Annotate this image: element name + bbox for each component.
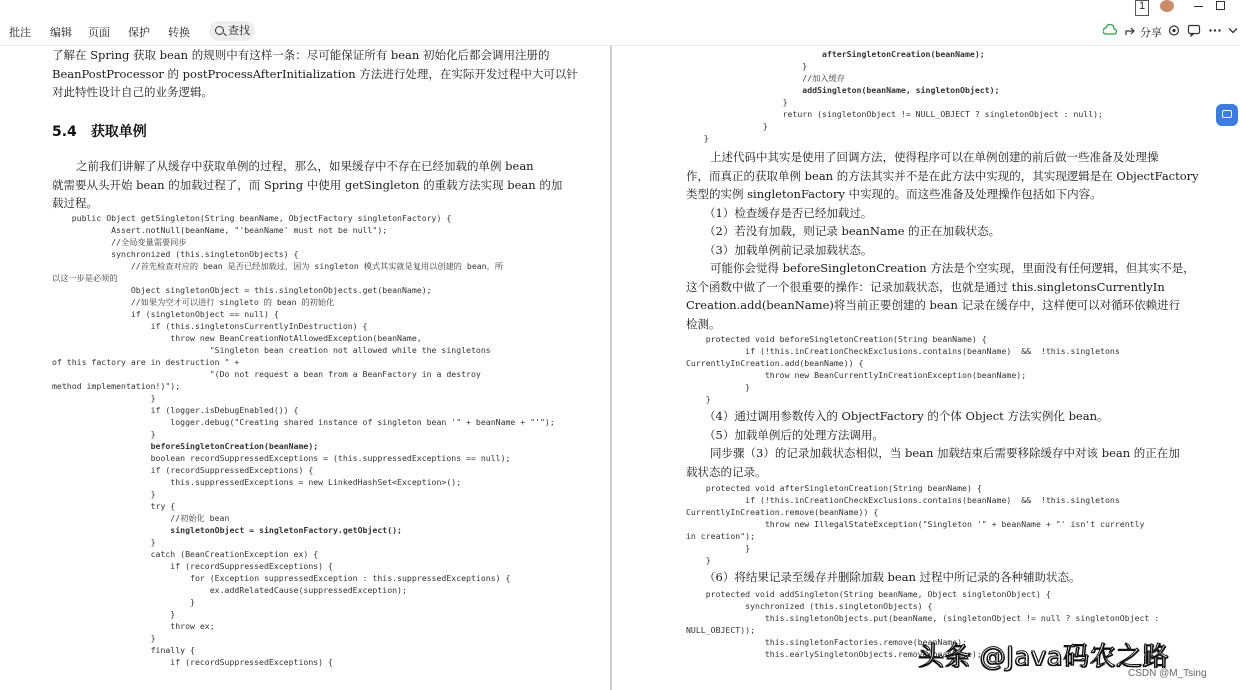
- code-line: this.suppressedExceptions = new LinkedHashSet<Exception>();: [52, 477, 462, 487]
- code-line: public Object getSingleton(String beanName, ObjectFactory singletonFactory) {: [52, 213, 452, 223]
- text-line: 载过程。: [52, 196, 98, 210]
- code-line: //全局变量需要同步: [52, 237, 187, 247]
- section-number: 5.4: [52, 124, 77, 140]
- code-line: }: [52, 597, 195, 607]
- share-button[interactable]: 分享: [1140, 27, 1162, 39]
- code-line: CurrentlyInCreation.add(beanName)) {: [686, 358, 864, 368]
- code-line: return (singletonObject != NULL_OBJECT ? singletonObject : null);: [684, 109, 1103, 119]
- code-line: }: [684, 61, 808, 71]
- text-line: 上述代码中其实是使用了回调方法，使得程序可以在单例创建的前后做一些准备及处理操: [710, 150, 1159, 164]
- code-line: }: [52, 609, 176, 619]
- code-line: }: [52, 393, 156, 403]
- chevron-down-icon[interactable]: [1226, 24, 1240, 37]
- list-item: （1）检查缓存是否已经加载过。: [704, 205, 873, 220]
- document-view[interactable]: [0, 46, 1240, 690]
- code-line: //如果为空才可以进行 singleto 的 bean 的初始化: [52, 297, 335, 307]
- list-item: （6）将结果记录至缓存并删除加载 bean 过程中所记录的各种辅助状态。: [704, 570, 1081, 584]
- text-line: 对此特性设计自己的业务逻辑。: [52, 85, 213, 99]
- search-label: 查找: [228, 25, 250, 37]
- code-line: "Singleton bean creation not allowed while the singletons: [52, 345, 491, 355]
- text-line: 作，而真正的获取单例 bean 的方法其实并不是在此方法中实现的，其实现逻辑是在 ObjectFactory: [686, 168, 1199, 183]
- code-line: protected void beforeSingletonCreation(String beanName) {: [686, 334, 987, 344]
- code-line: addSingleton(beanName, singletonObject);: [684, 85, 1000, 95]
- code-line: throw new IllegalStateException("Singleton '" + beanName + "' isn't currently: [686, 519, 1145, 529]
- code-line: in creation");: [686, 531, 756, 541]
- callback-paragraph: [686, 148, 1199, 333]
- code-line: if (!this.inCreationCheckExclusions.contains(beanName) && !this.singletons: [686, 346, 1120, 356]
- step6-paragraph: [686, 568, 1081, 587]
- code-line: logger.debug("Creating shared instance of singleton bean '" + beanName + "'");: [52, 417, 555, 427]
- text-line: 了解在 Spring 获取 bean 的规则中有这样一条：尽可能保证所有 bean 初始化后都会调用注册的: [52, 48, 550, 62]
- text-line: 载状态的记录。: [686, 464, 767, 479]
- code-line: this.singletonObjects.put(beanName, (singletonObject != null ? singletonObject :: [686, 613, 1160, 623]
- code-line: method implementation!)");: [52, 381, 181, 391]
- code-line: }: [52, 537, 156, 547]
- comment-icon[interactable]: [1187, 24, 1201, 37]
- code-line: }: [686, 394, 711, 404]
- code-line: if (logger.isDebugEnabled()) {: [52, 405, 299, 415]
- more-icon[interactable]: [1208, 24, 1222, 37]
- code-line: beforeSingletonCreation(beanName);: [52, 441, 319, 451]
- code-line: afterSingletonCreation(beanName);: [684, 49, 985, 59]
- toolbar: [0, 16, 1240, 46]
- code-line: throw new BeanCreationNotAllowedException(beanName,: [52, 333, 422, 343]
- page-right: [612, 46, 1240, 690]
- code-block-before-creation: [686, 333, 1120, 405]
- code-line: }: [686, 543, 751, 553]
- watermark: 头条 @Java码农之路: [918, 642, 1170, 672]
- code-line: 以这一步是必须的: [52, 273, 118, 283]
- code-line: }: [52, 489, 156, 499]
- intro-paragraph: [52, 46, 578, 102]
- code-line: "(Do not request a bean from a BeanFactory in a destroy: [52, 369, 481, 379]
- restore-icon[interactable]: [1216, 1, 1225, 10]
- toolbar-protect[interactable]: 保护: [128, 27, 150, 39]
- text-line: 可能你会觉得 beforeSingletonCreation 方法是个空实现，里面没有任何逻辑，但其实不是，: [710, 261, 1195, 275]
- code-line: Assert.notNull(beanName, "'beanName' must not be null");: [52, 225, 388, 235]
- code-line: }: [684, 133, 709, 143]
- code-line: singletonObject = singletonFactory.getObject();: [52, 525, 402, 535]
- section-title: 获取单例: [90, 124, 147, 140]
- search-icon: [215, 26, 224, 35]
- code-line: synchronized (this.singletonObjects) {: [52, 249, 299, 259]
- code-line: throw new BeanCurrentlyInCreationException(beanName);: [686, 370, 1027, 380]
- toolbar-convert[interactable]: 转换: [168, 27, 190, 39]
- code-line: of this factory are in destruction " +: [52, 357, 240, 367]
- code-line: protected void addSingleton(String beanName, Object singletonObject) {: [686, 589, 1051, 599]
- code-line: if (recordSuppressedExceptions) {: [52, 561, 333, 571]
- code-line: throw ex;: [52, 621, 215, 631]
- code-line: ex.addRelatedCause(suppressedException);: [52, 585, 407, 595]
- text-line: 之前我们讲解了从缓存中获取单例的过程，那么，如果缓存中不存在已经加载的单例 bean: [76, 159, 534, 173]
- code-line: boolean recordSuppressedExceptions = (this.suppressedExceptions == null);: [52, 453, 511, 463]
- code-line: Object singletonObject = this.singletonObjects.get(beanName);: [52, 285, 432, 295]
- steps-paragraph: [686, 407, 1180, 481]
- csdn-watermark: CSDN @M_Tsing: [1128, 668, 1207, 679]
- code-line: //初始化 bean: [52, 513, 230, 523]
- search-button[interactable]: [209, 21, 255, 41]
- toolbar-annotate[interactable]: 批注: [9, 27, 31, 39]
- page-count-badge[interactable]: 1: [1135, 0, 1149, 16]
- code-line: }: [52, 633, 156, 643]
- code-line: if (recordSuppressedExceptions) {: [52, 465, 314, 475]
- text-line: 类型的实例 singletonFactory 中实现的。而这些准备及处理操作包括如下内容。: [686, 187, 1102, 201]
- code-line: this.singletonFactories.remove(beanName);: [686, 637, 967, 647]
- code-line: this.earlySingletonObjects.remove(beanName);: [686, 649, 982, 659]
- cloud-sync-icon[interactable]: [1103, 24, 1117, 37]
- text-line: 检测。: [686, 316, 721, 331]
- text-line: 同步骤（3）的记录加载状态相似，当 bean 加载结束后需要移除缓存中对该 bean 的正在加: [710, 446, 1180, 460]
- code-line: }: [686, 382, 751, 392]
- code-line: //首先检查对应的 bean 是否已经加载过，因为 singleton 模式其实就是复用以创建的 bean，所: [52, 261, 503, 271]
- text-line: 这个函数中做了一个很重要的操作：记录加载状态，也就是通过 this.singletonsCurrentlyIn: [686, 279, 1165, 294]
- floating-tool-button[interactable]: [1216, 104, 1238, 126]
- list-item: （2）若没有加载，则记录 beanName 的正在加载状态。: [704, 224, 1001, 238]
- code-line: if (singletonObject == null) {: [52, 309, 279, 319]
- share-icon[interactable]: [1124, 24, 1138, 37]
- text-line: BeanPostProcessor 的 postProcessAfterInitialization 方法进行处理，在实际开发过程中大可以针: [52, 66, 578, 81]
- settings-icon[interactable]: [1167, 24, 1181, 37]
- code-line: }: [686, 555, 711, 565]
- body-paragraph: [52, 157, 562, 213]
- text-line: 就需要从头开始 bean 的加载过程了，而 Spring 中使用 getSingleton 的重载方法实现 bean 的加: [52, 177, 563, 192]
- minimize-icon[interactable]: [1194, 6, 1203, 7]
- code-line: }: [684, 121, 768, 131]
- code-line: if (recordSuppressedExceptions) {: [52, 657, 333, 667]
- code-line: try {: [52, 501, 176, 511]
- list-item: （4）通过调用参数传入的 ObjectFactory 的个体 Object 方法实例化 bean。: [704, 409, 1109, 423]
- page-left: [0, 46, 610, 690]
- code-line: }: [52, 429, 156, 439]
- toolbar-page[interactable]: 页面: [88, 27, 110, 39]
- code-line: synchronized (this.singletonObjects) {: [686, 601, 933, 611]
- code-line: for (Exception suppressedException : this.suppressedExceptions) {: [52, 573, 511, 583]
- code-line: protected void afterSingletonCreation(String beanName) {: [686, 483, 982, 493]
- code-block-after-creation: [686, 482, 1144, 566]
- code-line: finally {: [52, 645, 195, 655]
- code-line: }: [684, 97, 788, 107]
- code-line: //加入缓存: [684, 73, 845, 83]
- list-item: （3）加载单例前记录加载状态。: [704, 242, 873, 257]
- code-block-callback-end: [684, 48, 1103, 144]
- code-line: CurrentlyInCreation.remove(beanName)) {: [686, 507, 879, 517]
- text-line: Creation.add(beanName)将当前正要创建的 bean 记录在缓存中，这样便可以对循环依赖进行: [686, 298, 1181, 312]
- list-item: （5）加载单例后的处理方法调用。: [704, 427, 884, 442]
- code-line: catch (BeanCreationException ex) {: [52, 549, 319, 559]
- code-line: NULL_OBJECT));: [686, 625, 756, 635]
- section-heading: [52, 121, 147, 141]
- code-block-getsingleton: [52, 212, 555, 668]
- toolbar-edit[interactable]: 编辑: [50, 27, 72, 39]
- code-line: if (this.singletonsCurrentlyInDestruction) {: [52, 321, 368, 331]
- window-titlebar: [0, 0, 1240, 16]
- avatar[interactable]: [1160, 0, 1174, 12]
- code-line: if (!this.inCreationCheckExclusions.contains(beanName) && !this.singletons: [686, 495, 1120, 505]
